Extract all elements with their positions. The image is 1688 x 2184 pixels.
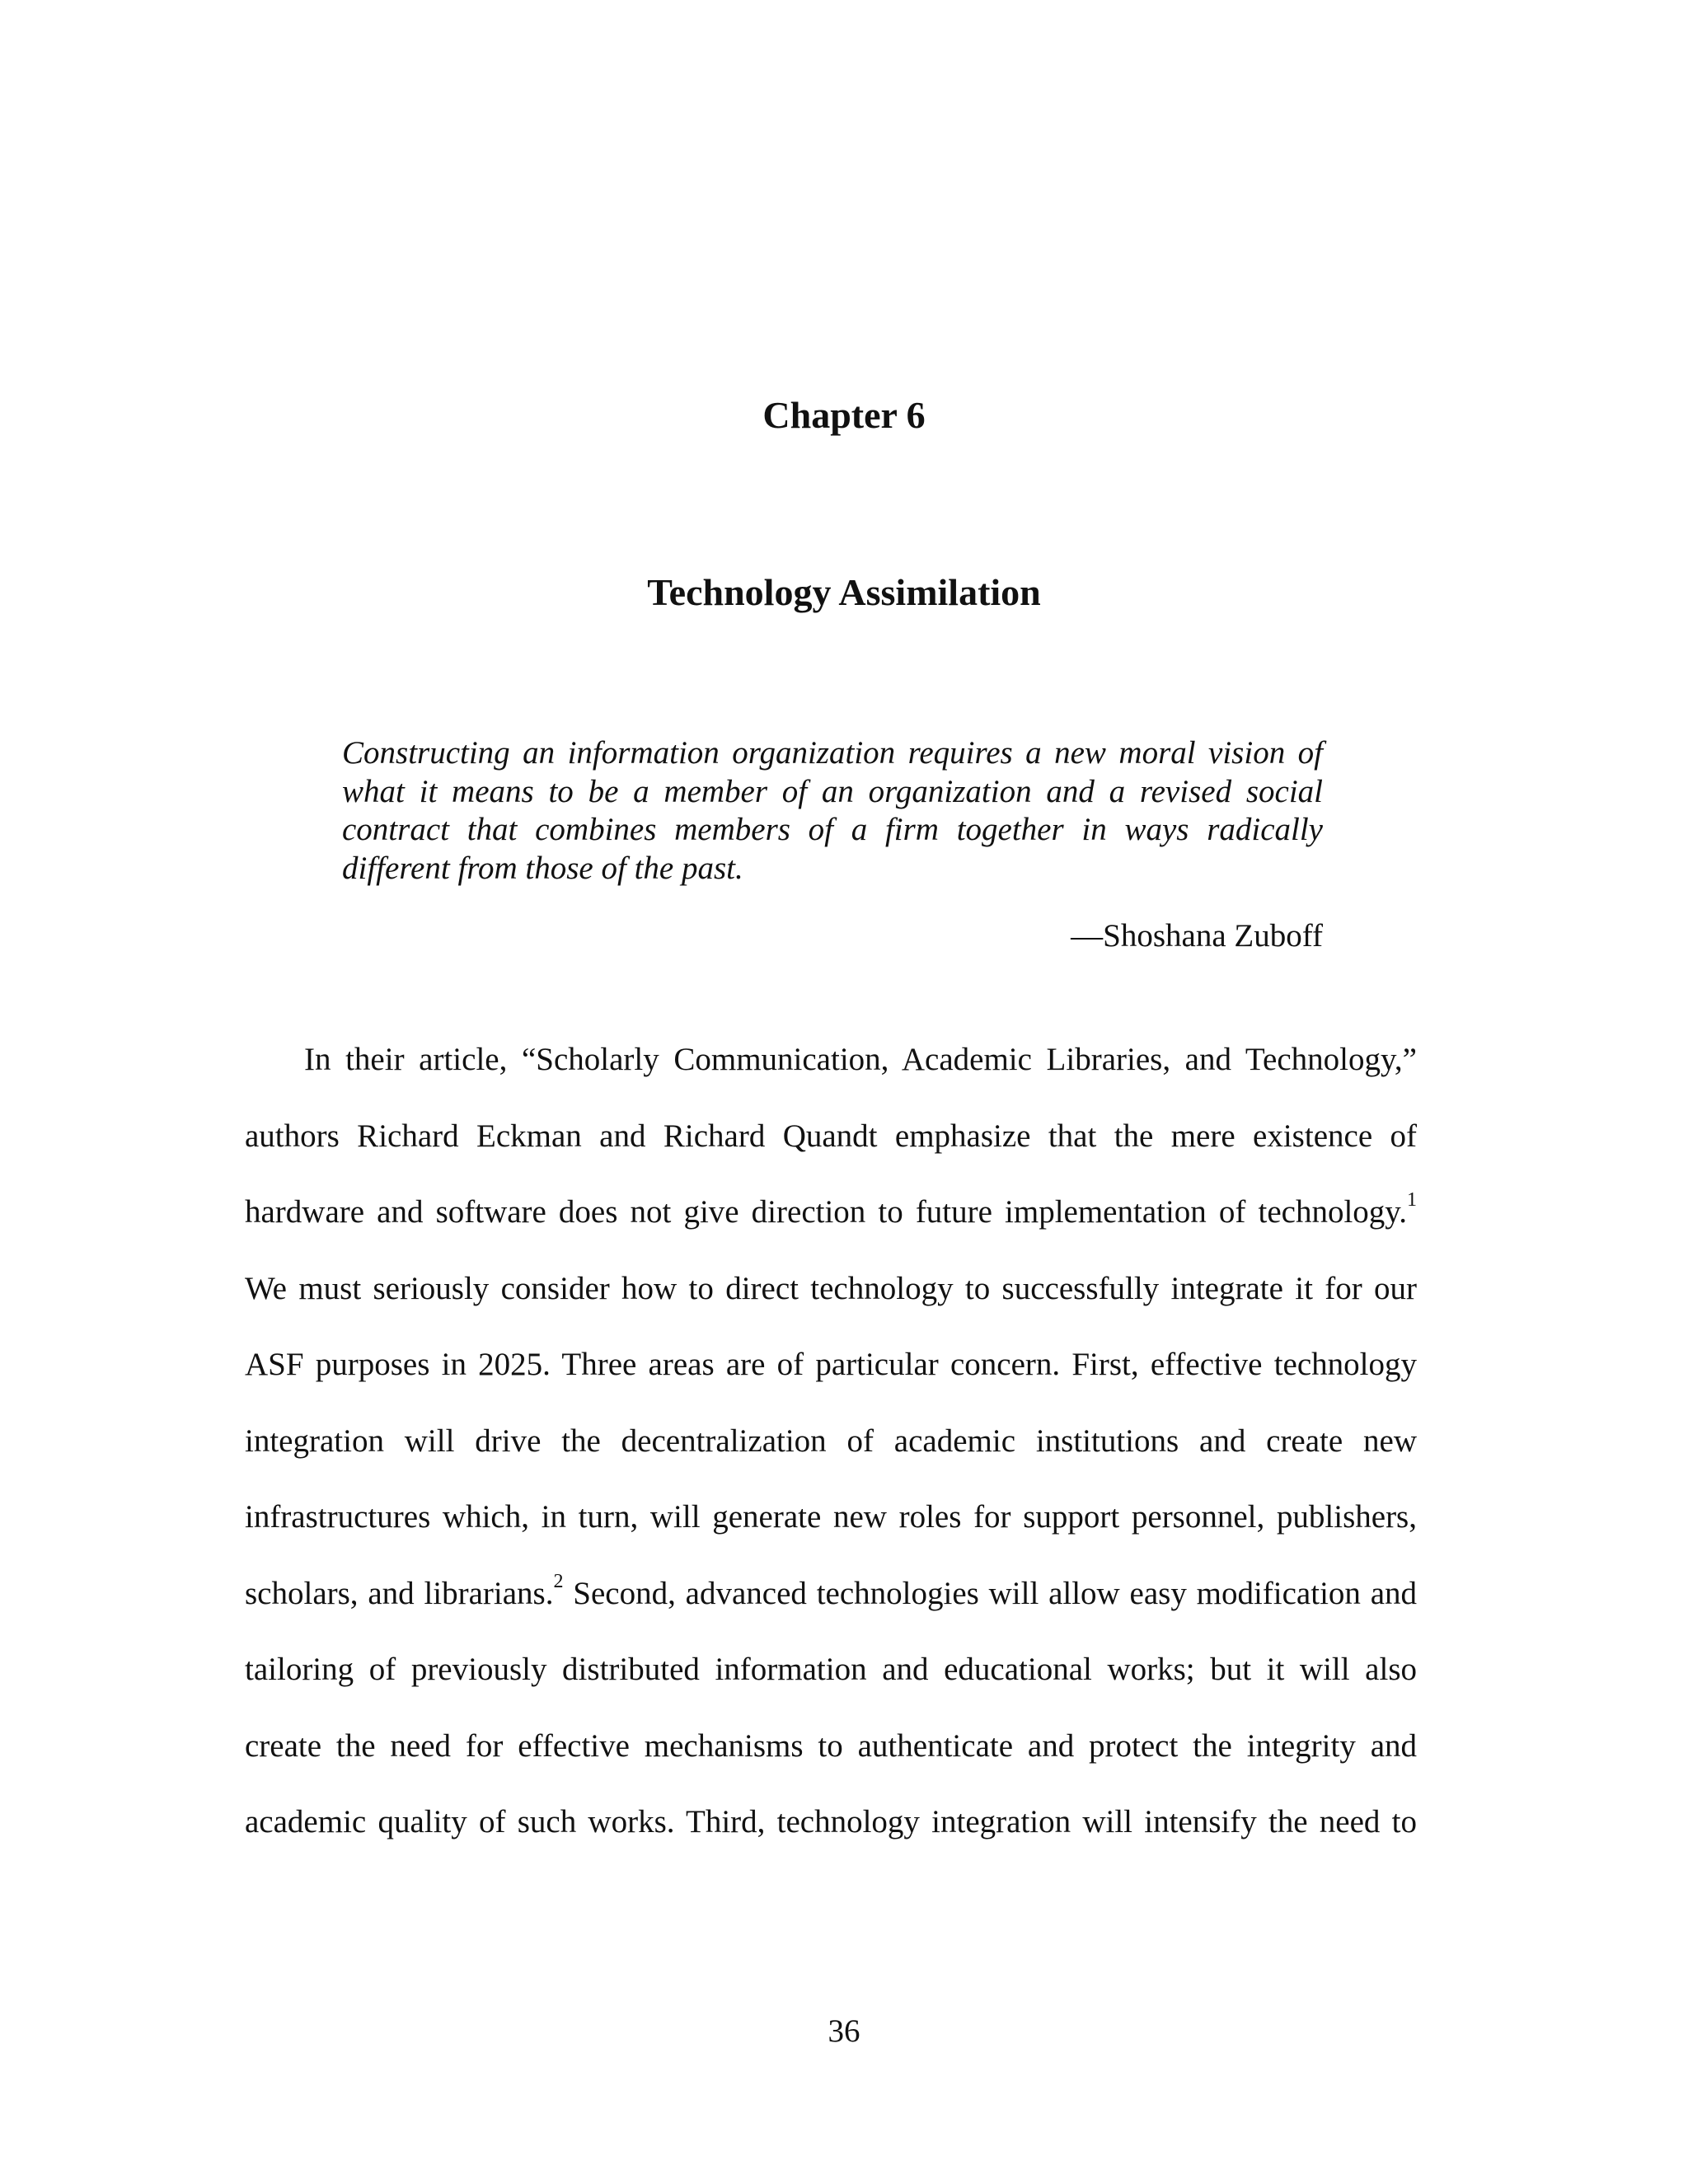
body-line-text: scholars, and librarians. [245, 1575, 554, 1611]
body-line: ASF purposes in 2025. Three areas are of particular concern. First, effective technology [245, 1347, 1417, 1382]
body-line: In their article, “Scholarly Communication, Academic Libraries, and Technology,” [304, 1042, 1417, 1077]
chapter-title: Technology Assimilation [647, 571, 1041, 613]
body-line: We must seriously consider how to direct technology to successfully integrate it for our [245, 1270, 1417, 1306]
body-line [245, 1174, 1417, 1251]
body-line-text: hardware and software does not give direction to future implementation of technology. [245, 1194, 1407, 1230]
body-paragraph [245, 1022, 1417, 1861]
body-line: integration will drive the decentralization of academic institutions and create new [245, 1422, 1417, 1459]
page-number: 36 [828, 2013, 860, 2049]
body-line [245, 1556, 1417, 1633]
body-line-text: Second, advanced technologies will allow easy modification and [573, 1575, 1418, 1611]
epigraph-quote [342, 734, 1323, 888]
footnote-marker-1: 1 [1407, 1189, 1417, 1211]
body-line: academic quality of such works. Third, technology integration will intensify the need to [245, 1804, 1417, 1840]
body-line: authors Richard Eckman and Richard Quandt emphasize that the mere existence of [245, 1118, 1417, 1154]
epigraph-line: what it means to be a member of an organization and a revised social [342, 773, 1323, 809]
chapter-label: Chapter 6 [762, 394, 926, 436]
epigraph-attribution: —Shoshana Zuboff [1071, 918, 1323, 954]
body-line: infrastructures which, in turn, will generate new roles for support personnel, publishers, [245, 1499, 1417, 1535]
footnote-marker-2: 2 [553, 1570, 564, 1592]
epigraph-line: contract that combines members of a firm together in ways radically [342, 812, 1323, 847]
epigraph-line: Constructing an information organization requires a new moral vision of [342, 735, 1323, 771]
epigraph-line: different from those of the past. [342, 850, 743, 886]
body-line: create the need for effective mechanisms to authenticate and protect the integrity and [245, 1727, 1417, 1764]
body-line: tailoring of previously distributed information and educational works; but it will also [245, 1652, 1417, 1687]
